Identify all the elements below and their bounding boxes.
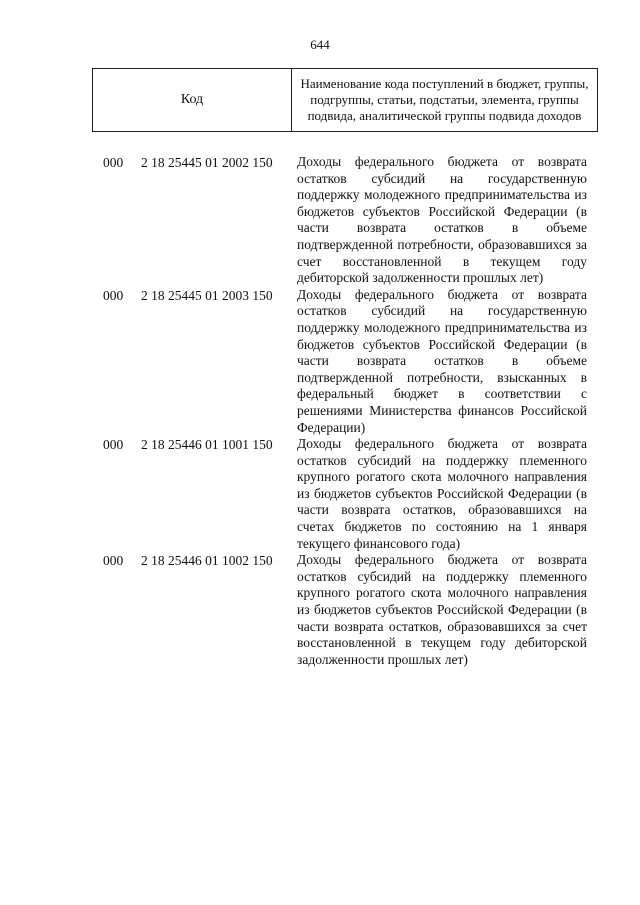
row-admin-code: 000 bbox=[103, 553, 124, 569]
row-income-code: 2 18 25446 01 1002 150 bbox=[141, 553, 273, 569]
row-description: Доходы федерального бюджета от возврата остатков субсидий на поддержку племенного крупного рогатого скота молочного направления из бюджетов субъектов Российской Федерации (в части возврата остатков, образовавшихся за счет восстановленной в текущем году дебиторской задолженности прошлых лет) bbox=[297, 552, 587, 667]
row-description: Доходы федерального бюджета от возврата остатков субсидий на государственную поддержку молодежного предпринимательства из бюджетов субъектов Российской Федерации (в части возврата остатков в объеме подтвержденной потребности, образовавшихся за счет восстановленной в текущем году дебиторской задолженности прошлых лет) bbox=[297, 154, 587, 286]
row-income-code: 2 18 25445 01 2002 150 bbox=[141, 155, 273, 170]
table-row bbox=[0, 552, 640, 668]
table-header bbox=[92, 68, 598, 132]
row-description: Доходы федерального бюджета от возврата остатков субсидий на государственную поддержку молодежного предпринимательства из бюджетов субъектов Российской Федерации (в части возврата остатков в объеме подтвержденной потребности, взысканных в федеральный бюджет в соответствии с решениями Министерства финансов Российской Федерации) bbox=[297, 286, 587, 435]
row-description: Доходы федерального бюджета от возврата остатков субсидий на поддержку племенного крупного рогатого скота молочного направления из бюджетов субъектов Российской Федерации (в части возврата остатков, образовавшихся на счетах бюджетов по состоянию на 1 января текущего финансового года) bbox=[297, 436, 587, 551]
row-admin-code: 000 bbox=[103, 155, 124, 170]
page-number: 644 bbox=[310, 37, 330, 52]
table-row bbox=[0, 154, 640, 287]
row-admin-code: 000 bbox=[103, 287, 124, 303]
table-row bbox=[0, 287, 640, 436]
header-code-cell: Код bbox=[93, 69, 292, 131]
table-row bbox=[0, 436, 640, 552]
header-name-cell: Наименование кода поступлений в бюджет, группы, подгруппы, статьи, подстатьи, элемента, группы подвида, аналитической группы подвида доходов bbox=[300, 76, 589, 123]
row-income-code: 2 18 25445 01 2003 150 bbox=[141, 287, 273, 303]
row-income-code: 2 18 25446 01 1001 150 bbox=[141, 437, 273, 453]
table-body bbox=[0, 154, 640, 668]
row-admin-code: 000 bbox=[103, 437, 124, 453]
